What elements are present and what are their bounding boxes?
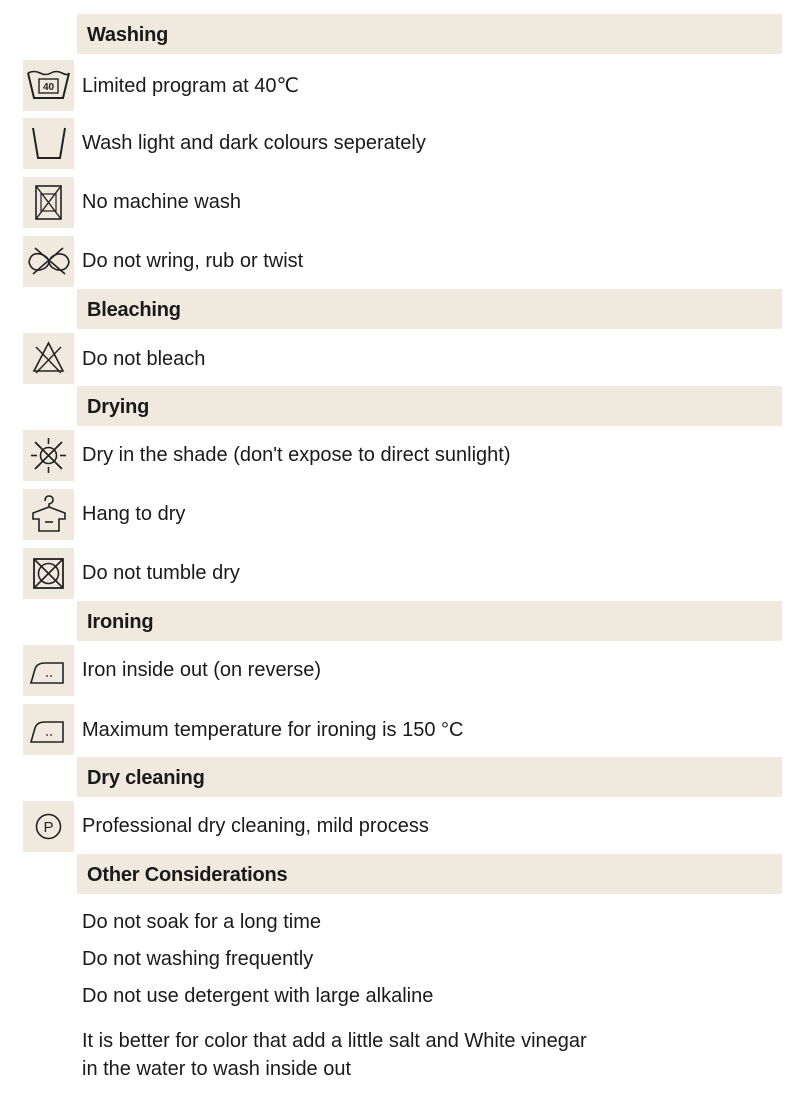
section-header-washing xyxy=(77,14,782,54)
item-text: Professional dry cleaning, mild process xyxy=(82,815,429,837)
paragraph-line: It is better for color that add a little salt and White vinegar xyxy=(82,1030,587,1052)
no-sun-icon xyxy=(23,430,74,481)
svg-text:40: 40 xyxy=(42,82,55,93)
section-title: Other Considerations xyxy=(87,864,288,886)
no-machine-wash-icon xyxy=(23,177,74,228)
wash-tub-icon xyxy=(23,118,74,169)
item-text: Do not tumble dry xyxy=(82,562,240,584)
item-text: Dry in the shade (don't expose to direct sunlight) xyxy=(82,444,511,466)
other-line: Do not soak for a long time xyxy=(82,911,322,933)
other-line: Do not washing frequently xyxy=(82,948,314,970)
no-tumble-dry-icon xyxy=(23,548,74,599)
no-wring-icon xyxy=(23,236,74,287)
svg-text:P: P xyxy=(43,819,54,836)
section-header-bleaching xyxy=(77,289,782,329)
item-text: Limited program at 40℃ xyxy=(82,75,300,97)
item-text: Iron inside out (on reverse) xyxy=(82,659,322,681)
item-text: Do not bleach xyxy=(82,348,206,370)
section-header-drying xyxy=(77,386,782,426)
item-text: Hang to dry xyxy=(82,503,186,525)
section-title: Washing xyxy=(87,24,169,46)
section-header-ironing xyxy=(77,601,782,641)
paragraph-line: in the water to wash inside out xyxy=(82,1058,352,1080)
section-title: Dry cleaning xyxy=(87,767,205,789)
section-title: Bleaching xyxy=(87,299,181,321)
item-text: No machine wash xyxy=(82,191,241,213)
wash-40-icon xyxy=(23,60,74,111)
iron-low-icon xyxy=(23,704,74,755)
other-line: Do not use detergent with large alkaline xyxy=(82,985,434,1007)
dry-clean-p-icon xyxy=(23,801,74,852)
item-text: Wash light and dark colours seperately xyxy=(82,132,426,154)
section-header-other xyxy=(77,854,782,894)
section-title: Drying xyxy=(87,396,150,418)
iron-low-icon xyxy=(23,645,74,696)
item-text: Do not wring, rub or twist xyxy=(82,250,304,272)
section-title: Ironing xyxy=(87,611,154,633)
other-paragraph xyxy=(82,1027,587,1083)
item-text: Maximum temperature for ironing is 150 °C xyxy=(82,719,464,741)
section-header-dry-cleaning xyxy=(77,757,782,797)
hang-dry-icon xyxy=(23,489,74,540)
no-bleach-icon xyxy=(23,333,74,384)
